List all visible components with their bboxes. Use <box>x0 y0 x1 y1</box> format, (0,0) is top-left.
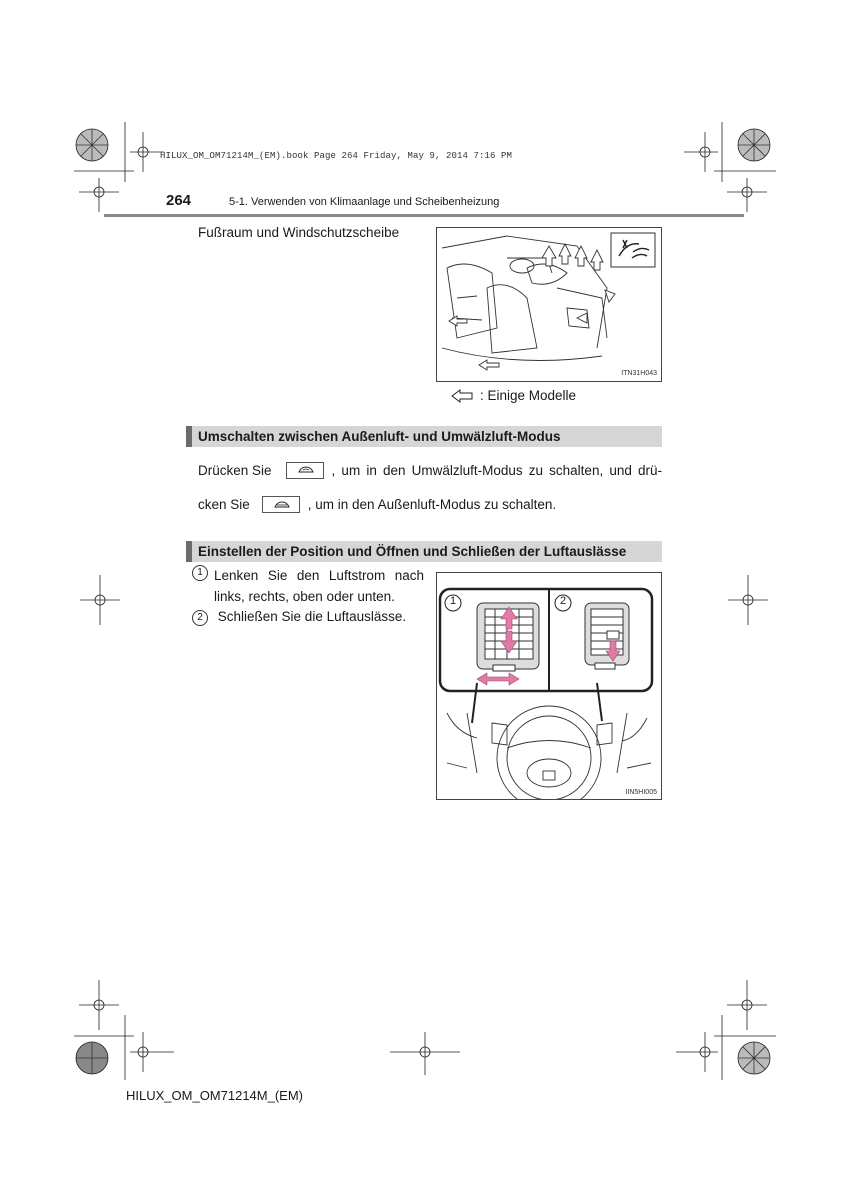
hollow-left-arrow-icon <box>450 389 474 403</box>
registration-mark-mid-left <box>80 575 120 625</box>
step-1 <box>192 565 424 607</box>
step-1-text-line2: links, rechts, oben oder unten. <box>214 589 395 604</box>
registration-mark-bottom-right <box>666 970 776 1080</box>
registration-mark-top-right <box>666 122 776 222</box>
footer-book-code: HILUX_OM_OM71214M_(EM) <box>126 1088 303 1103</box>
step-number-1: 1 <box>192 565 208 581</box>
header-rule <box>104 214 744 217</box>
figure-label-1: 1 <box>449 595 457 607</box>
instruction-line-1 <box>198 460 662 481</box>
figure-label-2: 2 <box>559 595 567 607</box>
air-outlet-illustration <box>437 573 661 799</box>
airflow-figure <box>436 227 662 382</box>
legend-text: : Einige Modelle <box>480 388 577 403</box>
footwell-windshield-label: Fußraum und Windschutzscheibe <box>198 225 400 240</box>
air-outlet-figure <box>436 572 662 800</box>
step-2 <box>192 606 406 627</box>
instruction-1-after: , um in den Umwälzluft-Modus zu schalten, und drü- <box>331 463 662 478</box>
outside-air-button[interactable] <box>262 496 300 513</box>
instruction-2-before: cken Sie <box>198 497 250 512</box>
chapter-title: 5-1. Verwenden von Klimaanlage und Scheibenheizung <box>229 196 500 208</box>
figure-code-2: IIN5HI005 <box>625 789 657 796</box>
section-title-air-mode: Umschalten zwischen Außenluft- und Umwälzluft-Modus <box>186 426 662 447</box>
recirculated-air-icon <box>297 466 315 475</box>
recirculated-air-button[interactable] <box>286 462 324 479</box>
registration-mark-mid-right <box>728 575 768 625</box>
outside-air-icon <box>273 500 291 509</box>
instruction-2-after: , um in den Außenluft-Modus zu schalten. <box>307 497 557 512</box>
car-interior-illustration <box>437 228 661 381</box>
instruction-line-2 <box>198 494 556 515</box>
step-number-2: 2 <box>192 610 208 626</box>
print-info-line: HILUX_OM_OM71214M_(EM).book Page 264 Friday, May 9, 2014 7:16 PM <box>160 151 513 161</box>
section-title-outlets: Einstellen der Position und Öffnen und Schließen der Luftauslässe <box>186 541 662 562</box>
registration-mark-bottom-center <box>390 1030 460 1080</box>
page-number: 264 <box>166 192 192 209</box>
registration-mark-bottom-left <box>74 970 184 1080</box>
step-1-text-line1: Lenken Sie den Luftstrom nach <box>214 568 424 583</box>
instruction-1-before: Drücken Sie <box>198 463 272 478</box>
step-2-text: Schließen Sie die Luftauslässe. <box>217 609 407 624</box>
figure-code-1: ITN31H043 <box>621 370 657 377</box>
